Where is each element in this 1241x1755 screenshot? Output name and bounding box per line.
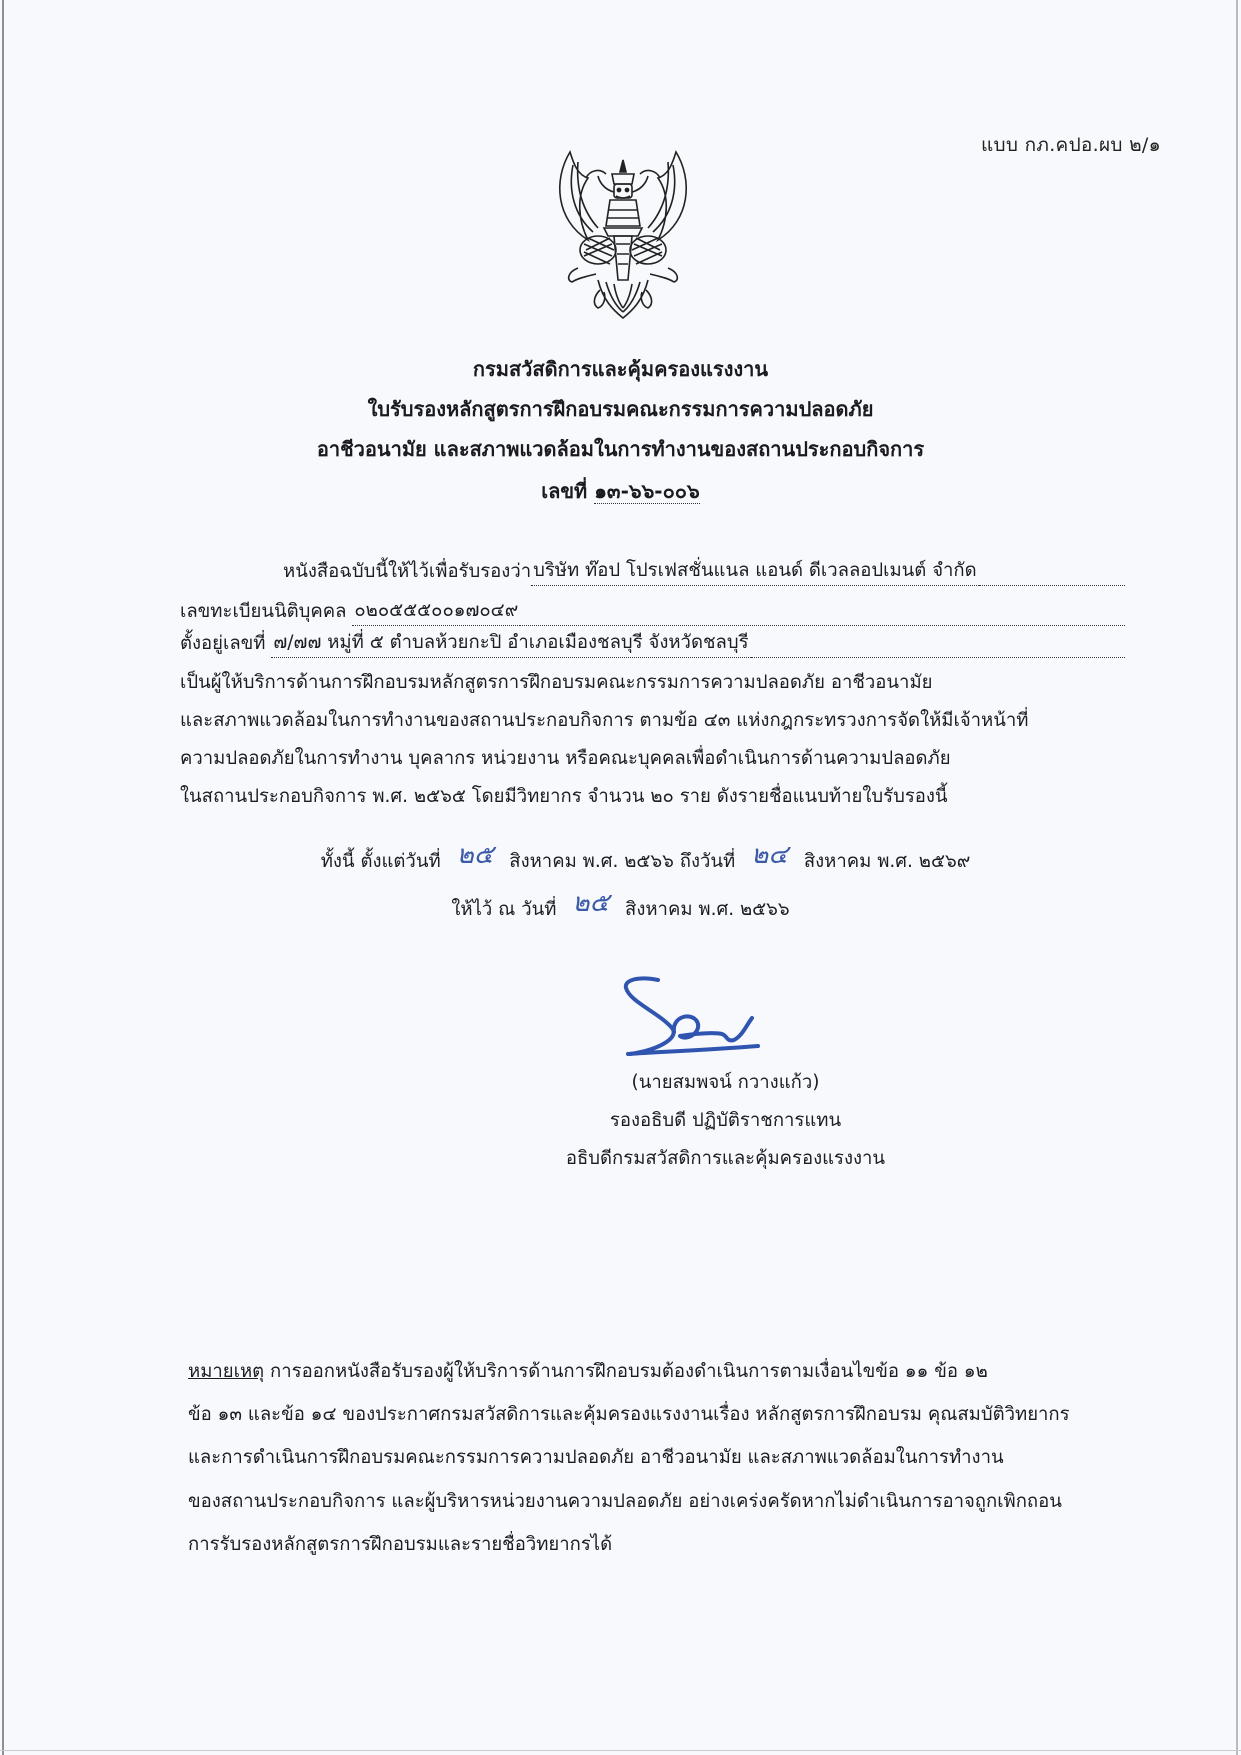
address-line <box>180 628 1125 658</box>
issue-date <box>0 886 1241 927</box>
certificate-number-value: ๑๓-๖๖-๐๐๖ <box>594 479 700 503</box>
form-code: แบบ กภ.คปอ.ผบ ๒/๑ <box>980 134 1161 156</box>
signatory-position-line1: รองอธิบดี ปฏิบัติราชการแทน <box>609 1110 842 1131</box>
end-day-handwritten: ๒๔ <box>751 840 788 870</box>
paragraph-line: และสภาพแวดล้อมในการทำงานของสถานประกอบกิจการ ตามข้อ ๔๓ แห่งกฎกระทรวงการจัดให้มีเจ้าหน้าที่ <box>180 710 1029 731</box>
paragraph-line: เป็นผู้ให้บริการด้านการฝึกอบรมหลักสูตรการฝึกอบรมคณะกรรมการความปลอดภัย อาชีวอนามัย <box>180 672 933 693</box>
registration-label: เลขทะเบียนนิติบุคคล <box>180 601 347 622</box>
validity-period <box>0 838 1241 879</box>
dotted-fill <box>751 656 1125 658</box>
dotted-fill <box>520 624 1125 626</box>
company-name: บริษัท ท๊อป โปรเฟสชั่นแนล แอนด์ ดีเวลลอปเมนต์ จำกัด <box>531 556 979 586</box>
dotted-fill <box>979 584 1125 586</box>
address-value: ๗/๗๗ หมู่ที่ ๕ ตำบลห้วยกะปิ อำเภอเมืองชลบุรี จังหวัดชลบุรี <box>271 628 750 658</box>
issued-day-handwritten: ๒๕ <box>572 888 610 918</box>
certificate-number <box>0 475 1241 507</box>
certificate-title-line2: อาชีวอนามัย และสภาพแวดล้อมในการทำงานของสถานประกอบกิจการ <box>316 437 925 461</box>
remark-line: และการดำเนินการฝึกอบรมคณะกรรมการความปลอดภัย อาชีวอนามัย และสภาพแวดล้อมในการทำงาน <box>188 1447 1004 1468</box>
validity-prefix: ทั้งนี้ ตั้งแต่วันที่ <box>320 851 441 872</box>
garuda-emblem-icon <box>548 140 698 325</box>
page-edge-bottom <box>0 1750 1241 1751</box>
signature-icon <box>618 968 793 1063</box>
certify-line <box>283 556 1125 586</box>
issued-prefix: ให้ไว้ ณ วันที่ <box>451 899 557 920</box>
end-month-year: สิงหาคม พ.ศ. ๒๕๖๙ <box>803 851 971 872</box>
remark-line: ข้อ ๑๓ และข้อ ๑๔ ของประกาศกรมสวัสดิการและคุ้มครองแรงงานเรื่อง หลักสูตรการฝึกอบรม คุณสมบัติวิทยากร <box>188 1404 1070 1425</box>
start-month-year: สิงหาคม พ.ศ. ๒๕๖๖ ถึงวันที่ <box>509 851 736 872</box>
department-heading: กรมสวัสดิการและคุ้มครองแรงงาน <box>472 357 769 381</box>
remark-label: หมายเหตุ <box>188 1361 265 1382</box>
remark-text: การออกหนังสือรับรองผู้ให้บริการด้านการฝึกอบรมต้องดำเนินการตามเงื่อนไขข้อ ๑๑ ข้อ ๑๒ <box>270 1361 988 1382</box>
signatory-name: (นายสมพจน์ กวางแก้ว) <box>631 1072 820 1093</box>
registration-line <box>180 596 1125 626</box>
signatory-position-line2: อธิบดีกรมสวัสดิการและคุ้มครองแรงงาน <box>565 1148 886 1169</box>
registration-number: ๐๒๐๕๕๕๐๐๑๗๐๔๙ <box>352 596 520 626</box>
start-day-handwritten: ๒๕ <box>456 840 494 870</box>
certificate-number-label: เลขที่ <box>541 479 588 503</box>
certificate-title-line1: ใบรับรองหลักสูตรการฝึกอบรมคณะกรรมการความปลอดภัย <box>367 397 874 421</box>
remark-line: ของสถานประกอบกิจการ และผู้บริหารหน่วยงานความปลอดภัย อย่างเคร่งครัดหากไม่ดำเนินการอาจถูกเพิกถอน <box>188 1491 1062 1512</box>
issued-month-year: สิงหาคม พ.ศ. ๒๕๖๖ <box>625 899 790 920</box>
address-label: ตั้งอยู่เลขที่ <box>180 633 266 654</box>
remark-line: การรับรองหลักสูตรการฝึกอบรมและรายชื่อวิทยากรได้ <box>188 1534 613 1555</box>
certify-prefix: หนังสือฉบับนี้ให้ไว้เพื่อรับรองว่า <box>283 561 532 582</box>
paragraph-line: ในสถานประกอบกิจการ พ.ศ. ๒๕๖๕ โดยมีวิทยากร จำนวน ๒๐ ราย ดังรายชื่อแนบท้ายใบรับรองนี้ <box>180 786 948 807</box>
remark-line <box>188 1357 1128 1386</box>
paragraph-line: ความปลอดภัยในการทำงาน บุคลากร หน่วยงาน หรือคณะบุคคลเพื่อดำเนินการด้านความปลอดภัย <box>180 748 951 769</box>
